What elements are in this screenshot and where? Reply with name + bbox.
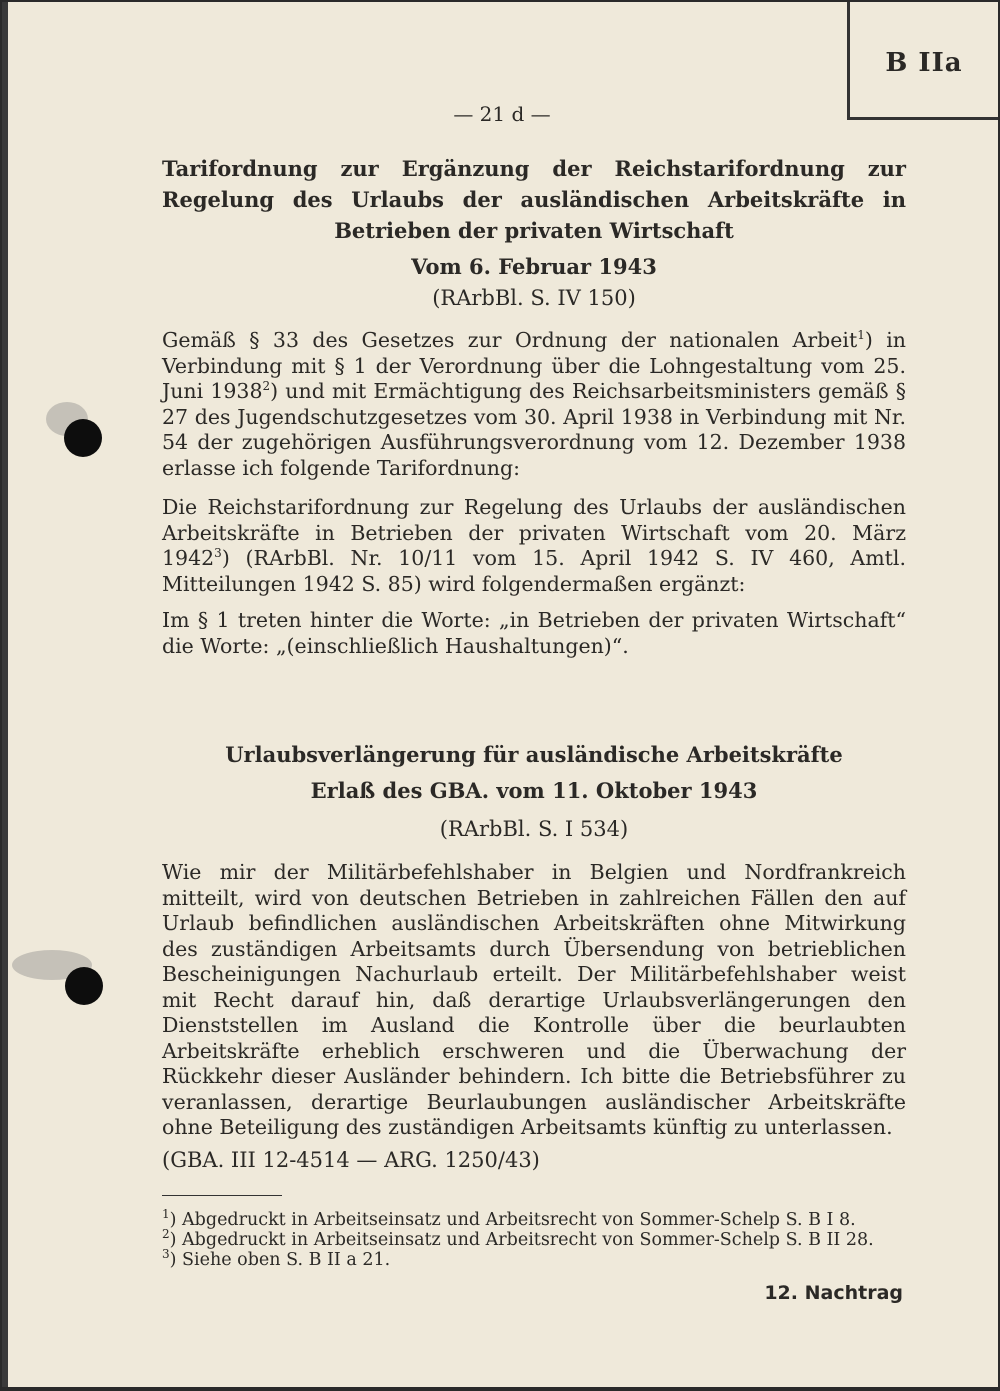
para1-text-c: ) und mit Ermächtigung des Reichsarbeitsministers gemäß § 27 des Jugendschutzgesetzes vom 30. April 1938 in Verbindung mit Nr. 54 der zugehörigen Ausführungsverordnung vom 12. Dezember 1938 erlasse ich folgende Tarifordnung: xyxy=(162,379,906,480)
footnote-2 xyxy=(162,1227,906,1250)
section2-reference: (GBA. III 12-4514 — ARG. 1250/43) xyxy=(162,1148,540,1172)
section1-paragraph-1 xyxy=(162,328,906,481)
supplement-label: 12. Nachtrag xyxy=(764,1282,903,1304)
footnote-mark: 3 xyxy=(162,1247,170,1262)
footnote-3 xyxy=(162,1247,906,1270)
footnote-1 xyxy=(162,1207,906,1230)
punch-hole-top xyxy=(64,419,102,457)
section2-source: (RArbBl. S. I 534) xyxy=(439,817,629,841)
para1-text-b: ) in Verbindung mit § 1 der Verordnung über die Lohngestaltung vom 25. Juni 1938 xyxy=(162,328,906,403)
punch-hole-bottom xyxy=(65,967,103,1005)
page-number: — 21 d — xyxy=(453,102,551,126)
footnote-ref-1: 1 xyxy=(857,328,865,343)
section1-paragraph-2 xyxy=(162,495,906,597)
para2-text-a: Die Reichstarifordnung zur Regelung des Urlaubs der ausländischen Arbeitskräfte in Betrieben der privaten Wirtschaft vom 20. März 1942 xyxy=(162,495,906,570)
section1-paragraph-3: Im § 1 treten hinter die Worte: „in Betrieben der privaten Wirtschaft“ die Worte: „(einschließlich Haushaltungen)“. xyxy=(162,608,906,658)
section2-decree: Erlaß des GBA. vom 11. Oktober 1943 xyxy=(310,778,758,803)
section-tab-label: B IIa xyxy=(885,48,963,78)
section1-date: Vom 6. Februar 1943 xyxy=(411,254,657,279)
footnote-text: ) Abgedruckt in Arbeitseinsatz und Arbeitsrecht von Sommer-Schelp S. B I 8. xyxy=(169,1210,856,1230)
section2-title: Urlaubsverlängerung für ausländische Arbeitskräfte xyxy=(225,742,843,767)
footnote-mark: 1 xyxy=(162,1207,170,1222)
document-page xyxy=(2,2,998,1387)
para2-text-b: ) (RArbBl. Nr. 10/11 vom 15. April 1942 S. IV 460, Amtl. Mitteilungen 1942 S. 85) wird folgendermaßen ergänzt: xyxy=(162,546,906,596)
scan-edge xyxy=(2,2,8,1387)
footnote-text: ) Siehe oben S. B II a 21. xyxy=(169,1250,391,1270)
section1-source: (RArbBl. S. IV 150) xyxy=(432,286,636,310)
footnote-ref-3: 3 xyxy=(214,546,222,561)
section1-title: Tarifordnung zur Ergänzung der Reichstarifordnung zur Regelung des Urlaubs der ausländischen Arbeitskräfte in Betrieben der privaten Wirtschaft xyxy=(162,156,906,243)
section2-paragraph: Wie mir der Militärbefehlshaber in Belgien und Nordfrankreich mitteilt, wird von deutschen Betrieben in zahlreichen Fällen den auf Urlaub befindlichen ausländischen Arbeitskräften ohne Mitwirkung des zuständigen Arbeitsamts durch Übersendung von betrieblichen Bescheinigungen Nachurlaub erteilt. Der Militärbefehlshaber weist mit Recht darauf hin, daß derartige Urlaubsverlängerungen den Dienststellen im Ausland die Kontrolle über die beurlaubten Arbeitskräfte erheblich erschweren und die Überwachung der Rückkehr dieser Ausländer behindern. Ich bitte die Betriebsführer zu veranlassen, derartige Beurlaubungen ausländischer Arbeitskräfte ohne Beteiligung des zuständigen Arbeitsamts künftig zu unterlassen. xyxy=(162,860,906,1139)
footnote-text: ) Abgedruckt in Arbeitseinsatz und Arbeitsrecht von Sommer-Schelp S. B II 28. xyxy=(169,1230,874,1250)
footnote-mark: 2 xyxy=(162,1227,170,1242)
para1-text-a: Gemäß § 33 des Gesetzes zur Ordnung der nationalen Arbeit xyxy=(162,328,858,352)
footnote-divider xyxy=(162,1195,282,1196)
footnote-ref-2: 2 xyxy=(262,379,271,394)
